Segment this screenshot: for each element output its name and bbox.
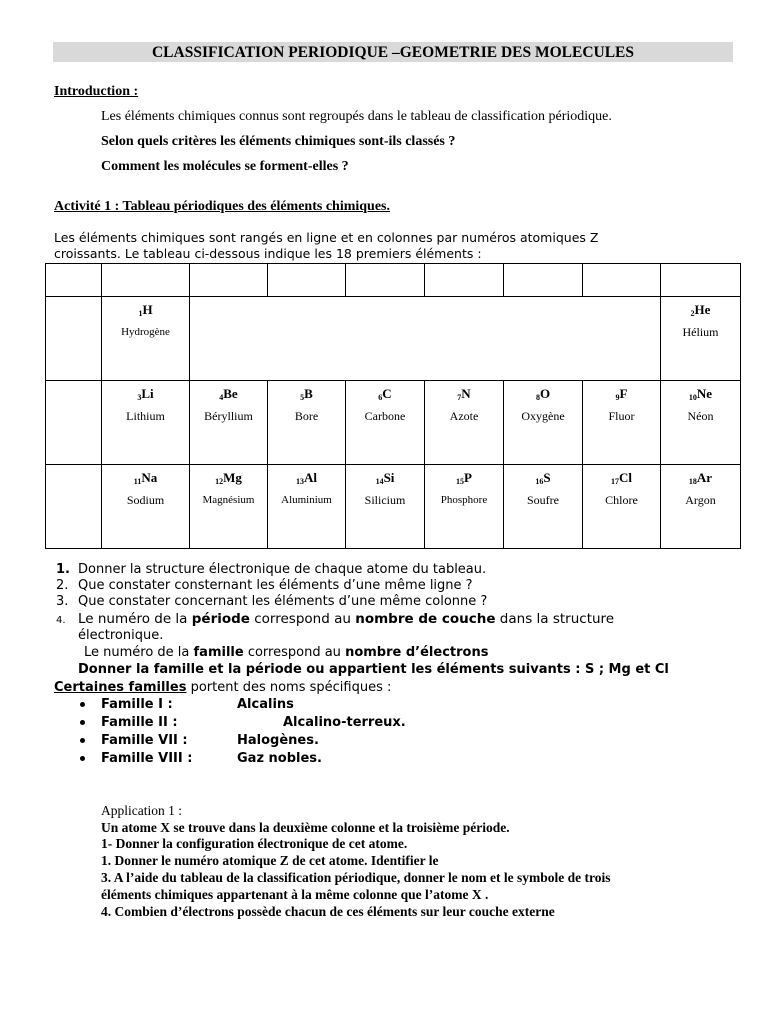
element-cell: $_{18}$Ar Argon	[661, 465, 741, 549]
element-cell: $_{17}$Cl Chlore	[583, 465, 661, 549]
element-cell: $_1$H Hydrogène	[102, 297, 190, 381]
family-item: Famille II : Alcalino-terreux.	[80, 715, 178, 730]
intro-heading: Introduction :	[54, 84, 139, 99]
page-title: CLASSIFICATION PERIODIQUE –GEOMETRIE DES MOLECULES	[53, 42, 733, 62]
application-line: éléments chimiques appartenant à la même colonne que l’atome X .	[101, 887, 489, 902]
element-cell: $_8$O Oxygène	[504, 381, 583, 465]
element-cell: $_{14}$Si Silicium	[346, 465, 425, 549]
question-2: 2. Que constater consternant les éléments d’une même ligne ?	[56, 578, 473, 593]
element-cell: $_{16}$S Soufre	[504, 465, 583, 549]
question-4-cont: électronique.	[78, 628, 164, 643]
question-6: Donner la famille et la période ou appartient les éléments suivants : S ; Mg et Cl	[78, 662, 669, 677]
question-3: 3. Que constater concernant les éléments d’une même colonne ?	[56, 594, 488, 609]
element-cell: $_4$Be Béryllium	[190, 381, 268, 465]
activity-text-2: croissants. Le tableau ci-dessous indique les 18 premiers éléments :	[54, 246, 482, 261]
question-5: Le numéro de la famille correspond au nombre d’électrons	[84, 645, 489, 660]
element-cell: $_3$Li Lithium	[102, 381, 190, 465]
element-cell: $_{15}$P Phosphore	[425, 465, 504, 549]
element-cell: $_{10}$Ne Néon	[661, 381, 741, 465]
table-row	[46, 465, 741, 549]
family-item: Famille VIII : Gaz nobles.	[80, 751, 192, 766]
family-item: Famille I : Alcalins	[80, 697, 173, 712]
element-cell: $_5$B Bore	[268, 381, 346, 465]
application-line: Un atome X se trouve dans la deuxième colonne et la troisième période.	[101, 820, 510, 835]
element-cell: $_{13}$Al Aluminium	[268, 465, 346, 549]
table-row	[46, 297, 741, 381]
family-item: Famille VII : Halogènes.	[80, 733, 188, 748]
application-line: 4. Combien d’électrons possède chacun de ces éléments sur leur couche externe	[101, 904, 555, 919]
element-cell: $_6$C Carbone	[346, 381, 425, 465]
activity-heading: Activité 1 : Tableau périodiques des éléments chimiques.	[54, 199, 391, 214]
question-7: Certaines familles portent des noms spécifiques :	[54, 680, 392, 695]
table-row	[46, 381, 741, 465]
application-heading: Application 1 :	[101, 803, 182, 818]
periodic-table	[45, 263, 741, 549]
question-1: 1. Donner la structure électronique de chaque atome du tableau.	[56, 562, 487, 577]
element-cell: $_2$He Hélium	[661, 297, 741, 381]
table-header-row	[46, 264, 741, 297]
element-cell: $_{12}$Mg Magnésium	[190, 465, 268, 549]
intro-question-1: Selon quels critères les éléments chimiques sont-ils classés ?	[101, 134, 456, 149]
intro-question-2: Comment les molécules se forment-elles ?	[101, 159, 349, 174]
element-cell: $_7$N Azote	[425, 381, 504, 465]
application-line: 1. Donner le numéro atomique Z de cet atome. Identifier le	[101, 853, 439, 868]
element-cell: $_{11}$Na Sodium	[102, 465, 190, 549]
activity-text-1: Les éléments chimiques sont rangés en ligne et en colonnes par numéros atomiques Z	[54, 230, 599, 245]
intro-text: Les éléments chimiques connus sont regroupés dans le tableau de classification périodique.	[101, 109, 612, 124]
application-line: 3. A l’aide du tableau de la classification périodique, donner le nom et le symbole de trois	[101, 870, 611, 885]
question-4: 4. Le numéro de la période correspond au nombre de couche dans la structure	[56, 611, 615, 627]
element-cell: $_9$F Fluor	[583, 381, 661, 465]
application-line: 1- Donner la configuration électronique de cet atome.	[101, 836, 408, 851]
